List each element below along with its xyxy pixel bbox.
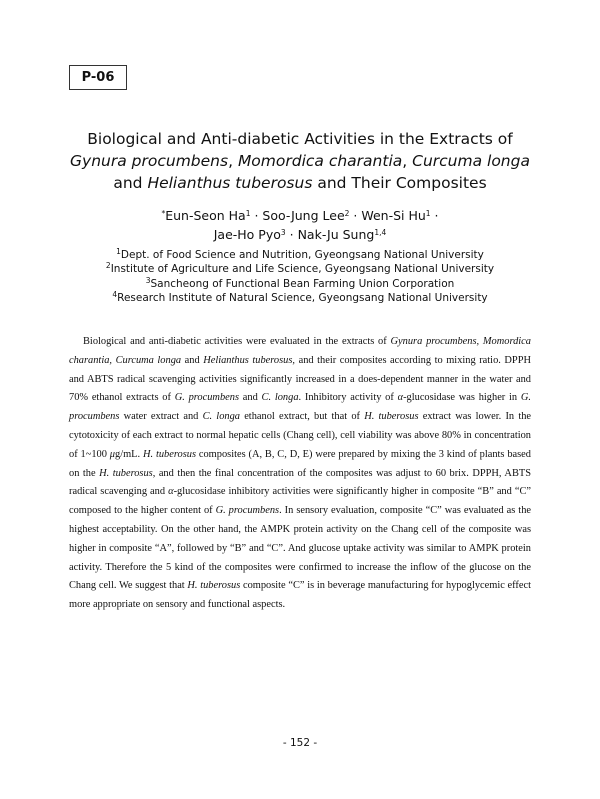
italic-text: Helianthus tuberosus [147, 174, 313, 192]
authors-line-1 [60, 206, 540, 225]
title-line-1: Biological and Anti-diabetic Activities in the Extracts of [87, 130, 513, 148]
text-run: water extract and [119, 411, 203, 423]
italic-text: H. tuberosus [99, 467, 153, 479]
affiliation-item: $^4$Research Institute of Natural Science, Gyeongsang National University [112, 289, 488, 304]
superscript-marker: 1 [245, 209, 251, 218]
text-run: and [238, 392, 262, 404]
italic-text: G. procumbens [215, 505, 280, 517]
paper-title [40, 128, 560, 194]
title-line-3 [40, 172, 560, 194]
text-run: and [181, 354, 204, 366]
affiliation-item: $^1$Dept. of Food Science and Nutrition, Gyeongsang National University [116, 247, 484, 261]
page-number: - 152 - [282, 737, 318, 749]
text-run: -glucosidase inhibitory activities were significantly higher in composite “B” and “C” composed to the higher content of [69, 486, 532, 517]
italic-text: Gynura procumbens [70, 152, 229, 170]
italic-text: Momordica charantia [237, 152, 403, 170]
abstract-paragraph [69, 333, 531, 615]
text-run: . In sensory evaluation, composite “C” was evaluated as the highest acceptability. On the other hand, the AMPK protein activity on the Chang cell of the composite was higher in composite “A”, followed by “B” and “C”. And glucose uptake activity was similar to AMPK protein activity. Therefore the 5 kind of the composites were confirmed to increase the inflow of the glucose on the Chang cell. We suggest that [69, 505, 531, 592]
poster-code: P-06 [81, 70, 115, 85]
superscript-marker: 3 [280, 228, 286, 237]
text-run: composite “C” is in beverage manufacturing for hypoglycemic effect more appropriate on sensory and functional aspects. [69, 580, 531, 611]
text-run: and Their Composites [312, 174, 487, 192]
italic-text: H. tuberosus [187, 580, 241, 592]
italic-text: Curcuma longa [412, 152, 530, 170]
text-run: Jae-Ho Pyo [213, 227, 281, 242]
superscript-marker: 1,4 [374, 228, 387, 237]
affiliation-item: $^2$Institute of Agriculture and Life Science, Gyeongsang National University [105, 261, 495, 276]
affiliation-item: $^3$Sancheong of Functional Bean Farming Union Corporation [145, 275, 455, 290]
text-run: , and then the final concentration of the composites was adjust to 60 brix. DPPH, ABTS radical scavenging and [69, 467, 531, 498]
authors-line-2 [60, 225, 540, 244]
text-run: Eun-Seon Ha [165, 208, 246, 223]
text-run: . Inhibitory activity of [298, 392, 398, 404]
italic-text: G. procumbens [174, 392, 239, 404]
superscript-marker: * [161, 209, 166, 218]
text-run: and their composites according to mixing ratio. DPPH and ABTS radical scavenging activities significantly increased in a does-dependent manner in the water and 70% ethanol extracts of [69, 354, 531, 404]
text-run: , [402, 152, 413, 170]
text-run: g/mL. [115, 448, 143, 460]
superscript-marker: 2 [344, 209, 350, 218]
poster-code-box [69, 65, 127, 90]
italic-text: α [397, 392, 404, 404]
italic-text: H. tuberosus [143, 448, 196, 460]
text-run: -glucosidase was higher in [403, 392, 521, 404]
text-run: · [430, 208, 439, 223]
text-run: · Wen-Si Hu [349, 208, 426, 223]
italic-text: G. procumbens [69, 392, 532, 423]
italic-text: C. longa [202, 411, 240, 423]
text-run: ethanol extract, but that of [239, 411, 365, 423]
italic-text: α [168, 486, 174, 498]
italic-text: μ [109, 448, 116, 460]
text-run: · Soo-Jung Lee [250, 208, 345, 223]
italic-text: Helianthus tuberosus, [203, 354, 296, 366]
superscript-marker: 1 [425, 209, 431, 218]
text-run: and [113, 174, 148, 192]
text-run: · Nak-Ju Sung [285, 227, 375, 242]
italic-text: C. longa [261, 392, 299, 404]
title-line-2 [40, 150, 560, 172]
italic-text: Gynura procumbens, Momordica charantia, Curcuma longa [69, 336, 531, 366]
italic-text: H. tuberosus [364, 411, 419, 423]
text-run: Biological and anti-diabetic activities were evaluated in the extracts of [83, 336, 391, 347]
text-run: extract was lower. In the cytotoxicity of each extract to normal hepatic cells (Chang cell), cell viability was above 80% in concentration of 1~100 [69, 411, 532, 460]
author-list [60, 206, 540, 244]
text-run: , [228, 152, 238, 170]
affiliation-list [60, 248, 540, 305]
text-run: composites (A, B, C, D, E) were prepared by mixing the 3 kind of plants based on the [69, 448, 531, 479]
